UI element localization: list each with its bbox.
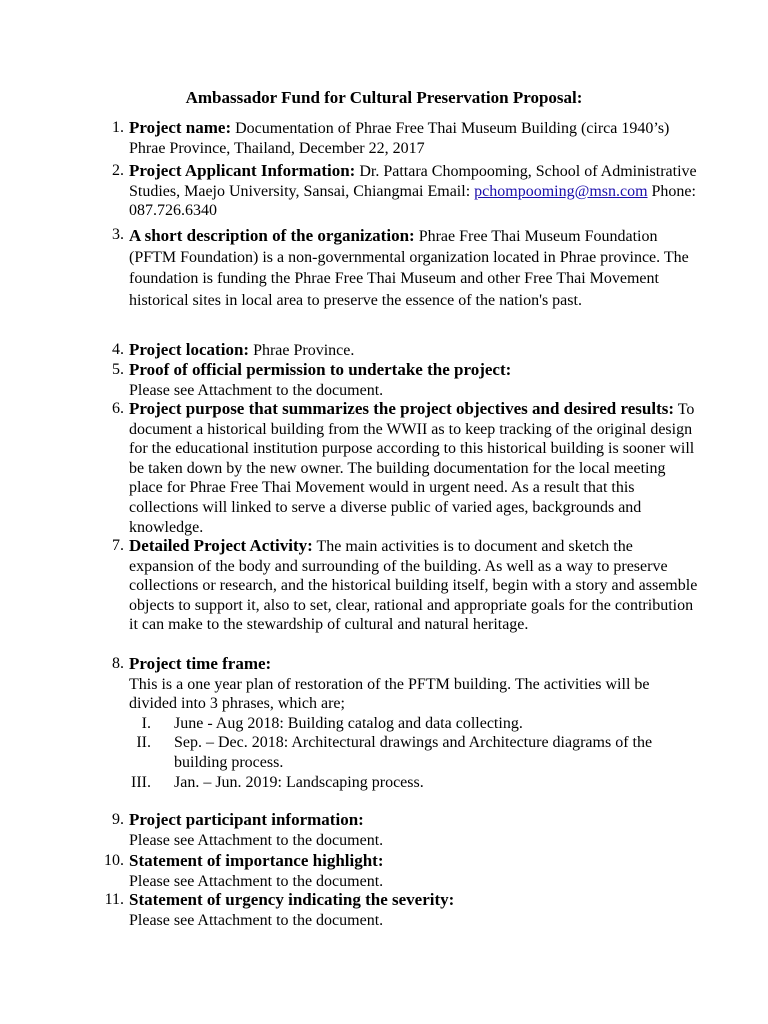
phase-item <box>129 773 698 793</box>
list-item <box>98 851 698 891</box>
item-number: 11. <box>104 891 124 908</box>
item-number: 5. <box>112 361 124 378</box>
phone-text: Phone: 087.726.6340 <box>129 182 696 220</box>
item-number: 2. <box>112 162 124 179</box>
list-item <box>98 118 698 158</box>
email-link[interactable]: pchompooming@msn.com <box>474 182 648 200</box>
phase-number: I. <box>141 714 151 732</box>
phase-item <box>129 714 698 734</box>
item-number: 9. <box>112 811 124 828</box>
item-text: This is a one year plan of restoration of the PFTM building. The activities will be divided into 3 phrases, which are; <box>129 675 650 713</box>
item-text: Dr. Pattara Chompooming, School of Administrative Studies, Maejo University, Sansai, Chiangmai Email: <box>129 163 697 200</box>
list-item <box>98 654 698 792</box>
item-text: To document a historical building from the WWII as to keep tracking of the original design for the educational institution purpose according to this historical building is sooner will be taken down by the new owner. The building documentation for the local meeting place for Phrae Free Thai Movement would in urgent need. As a result that this collections will linked to serve a diverse public of varied ages, backgrounds and knowledge. <box>129 401 695 536</box>
list-item <box>98 810 698 850</box>
list-item <box>98 399 698 537</box>
list-item <box>98 890 698 930</box>
item-heading: Project location: <box>129 340 250 359</box>
item-heading: A short description of the organization: <box>129 226 415 245</box>
item-number: 10. <box>104 852 124 869</box>
item-text: Please see Attachment to the document. <box>129 911 384 929</box>
item-number: 6. <box>112 400 124 417</box>
phase-text: June - Aug 2018: Building catalog and data collecting. <box>174 714 523 732</box>
list-item <box>98 360 698 400</box>
item-text: Documentation of Phrae Free Thai Museum Building (circa 1940’s) Phrae Province, Thailand, December 22, 2017 <box>129 120 670 157</box>
item-heading: Project time frame: <box>129 654 272 673</box>
item-heading: Project name: <box>129 118 232 137</box>
item-heading: Project purpose that summarizes the project objectives and desired results: <box>129 399 675 418</box>
phase-number: II. <box>136 734 151 752</box>
item-heading: Detailed Project Activity: <box>129 536 313 555</box>
item-text: Phrae Free Thai Museum Foundation (PFTM Foundation) is a non-governmental organization located in Phrae province. The foundation is funding the Phrae Free Thai Museum and other Free Thai Movement historical sites in local area to preserve the essence of the nation's past. <box>129 228 689 309</box>
item-heading: Project Applicant Information: <box>129 161 356 180</box>
phase-text: Jan. – Jun. 2019: Landscaping process. <box>174 773 424 791</box>
item-heading: Proof of official permission to undertake the project: <box>129 360 512 379</box>
list-item <box>98 225 698 311</box>
item-text: The main activities is to document and sketch the expansion of the body and surrounding of the building. As well as a way to preserve collections or research, and the historical building itself, begin with a story and assemble objects to support it, also to set, clear, rational and appropriate goals for the contribution it can make to the stewardship of cultural and natural heritage. <box>129 538 698 634</box>
page-title: Ambassador Fund for Cultural Preservation Proposal: <box>185 88 583 107</box>
list-item <box>98 536 698 635</box>
item-heading: Project participant information: <box>129 810 364 829</box>
item-text: Please see Attachment to the document. <box>129 831 384 849</box>
item-number: 3. <box>112 226 124 243</box>
phase-text: Sep. – Dec. 2018: Architectural drawings and Architecture diagrams of the building process. <box>174 734 653 771</box>
item-text: Please see Attachment to the document. <box>129 872 384 890</box>
phase-item <box>129 733 698 772</box>
item-number: 7. <box>112 537 124 554</box>
item-heading: Statement of importance highlight: <box>129 851 384 870</box>
item-number: 1. <box>112 119 124 136</box>
item-heading: Statement of urgency indicating the severity: <box>129 890 455 909</box>
item-number: 8. <box>112 655 124 672</box>
list-item <box>98 340 698 361</box>
item-text: Phrae Province. <box>249 342 355 359</box>
phase-number: III. <box>131 773 151 791</box>
item-number: 4. <box>112 341 124 358</box>
item-text: Please see Attachment to the document. <box>129 381 384 399</box>
list-item <box>98 161 698 221</box>
